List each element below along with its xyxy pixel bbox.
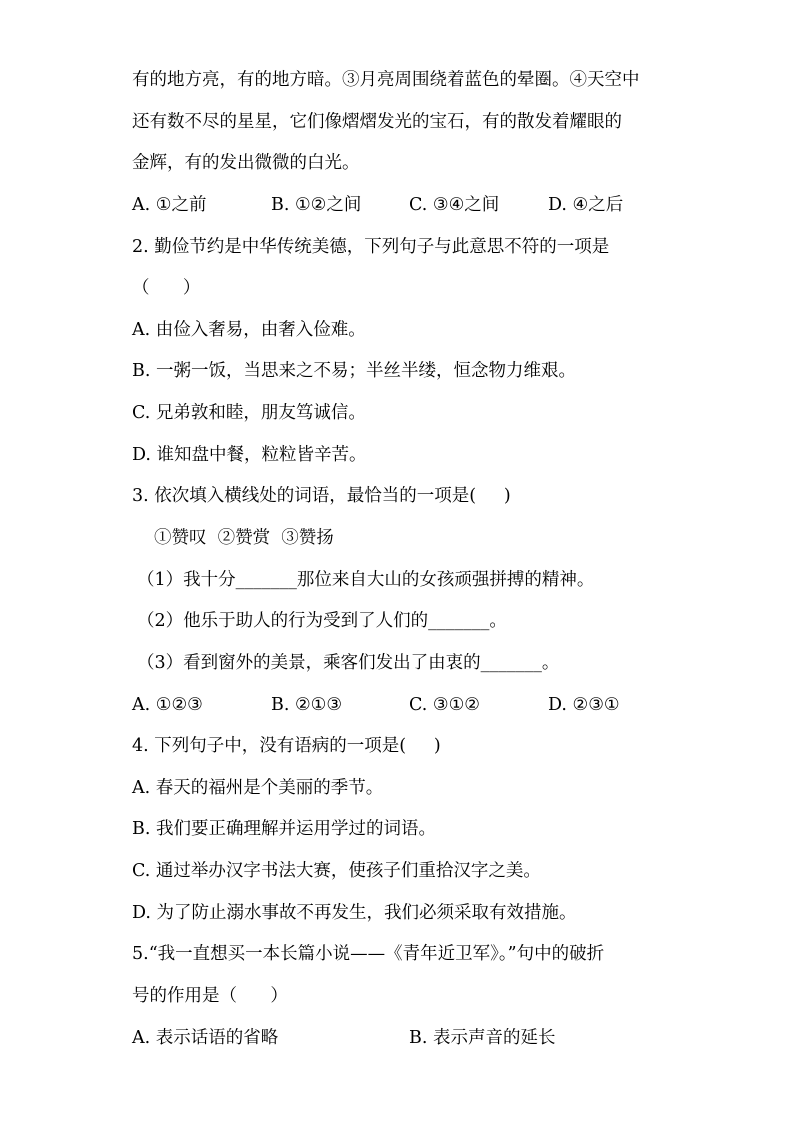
q4-option-b: B. 我们要正确理解并运用学过的词语。 [132, 819, 436, 839]
q4-option-d: D. 为了防止溺水事故不再发生，我们必须采取有效措施。 [132, 903, 577, 923]
q3-word-list: ①赞叹 ②赞赏 ③赞扬 [154, 528, 334, 548]
q3-sentence-1: （1）我十分_______那位来自大山的女孩顽强拼搏的精神。 [137, 570, 595, 590]
q3-sentence-2: （2）他乐于助人的行为受到了人们的_______。 [137, 611, 507, 631]
q1-option-a: A. ①之前 [132, 195, 207, 215]
q2-stem: 2. 勤俭节约是中华传统美德，下列句子与此意思不符的一项是 [132, 237, 610, 257]
q4-stem: 4. 下列句子中，没有语病的一项是( ) [132, 736, 441, 756]
q3-option-b: B. ②①③ [271, 695, 343, 715]
q1-option-b: B. ①②之间 [271, 195, 362, 215]
q5-stem-continued: 号的作用是（ ） [132, 986, 288, 1006]
passage-line-3: 金辉，有的发出微微的白光。 [132, 153, 360, 173]
q2-option-c: C. 兄弟敦和睦，朋友笃诚信。 [132, 403, 366, 423]
q5-option-b: B. 表示声音的延长 [409, 1028, 556, 1048]
q3-option-a: A. ①②③ [132, 695, 203, 715]
q3-option-c: C. ③①② [409, 695, 480, 715]
q3-option-d: D. ②③① [548, 695, 620, 715]
q2-option-b: B. 一粥一饭，当思来之不易；半丝半缕，恒念物力维艰。 [132, 361, 576, 381]
q1-option-c: C. ③④之间 [409, 195, 500, 215]
q5-stem: 5.“我一直想买一本长篇小说——《青年近卫军》。”句中的破折 [132, 944, 605, 964]
q2-option-d: D. 谁知盘中餐，粒粒皆辛苦。 [132, 445, 367, 465]
q4-option-a: A. 春天的福州是个美丽的季节。 [132, 778, 384, 798]
q2-answer-blank: （ ） [132, 278, 201, 298]
q1-option-d: D. ④之后 [548, 195, 624, 215]
passage-line-1: 有的地方亮，有的地方暗。③月亮周围绕着蓝色的晕圈。④天空中 [132, 70, 640, 90]
q5-option-a: A. 表示话语的省略 [132, 1028, 279, 1048]
q3-stem: 3. 依次填入横线处的词语，最恰当的一项是( ) [132, 486, 511, 506]
passage-line-2: 还有数不尽的星星，它们像熠熠发光的宝石，有的散发着耀眼的 [132, 112, 622, 132]
q4-option-c: C. 通过举办汉字书法大赛，使孩子们重拾汉字之美。 [132, 861, 541, 881]
q3-sentence-3: （3）看到窗外的美景，乘客们发出了由衷的_______。 [137, 653, 560, 673]
q2-option-a: A. 由俭入奢易，由奢入俭难。 [132, 320, 366, 340]
